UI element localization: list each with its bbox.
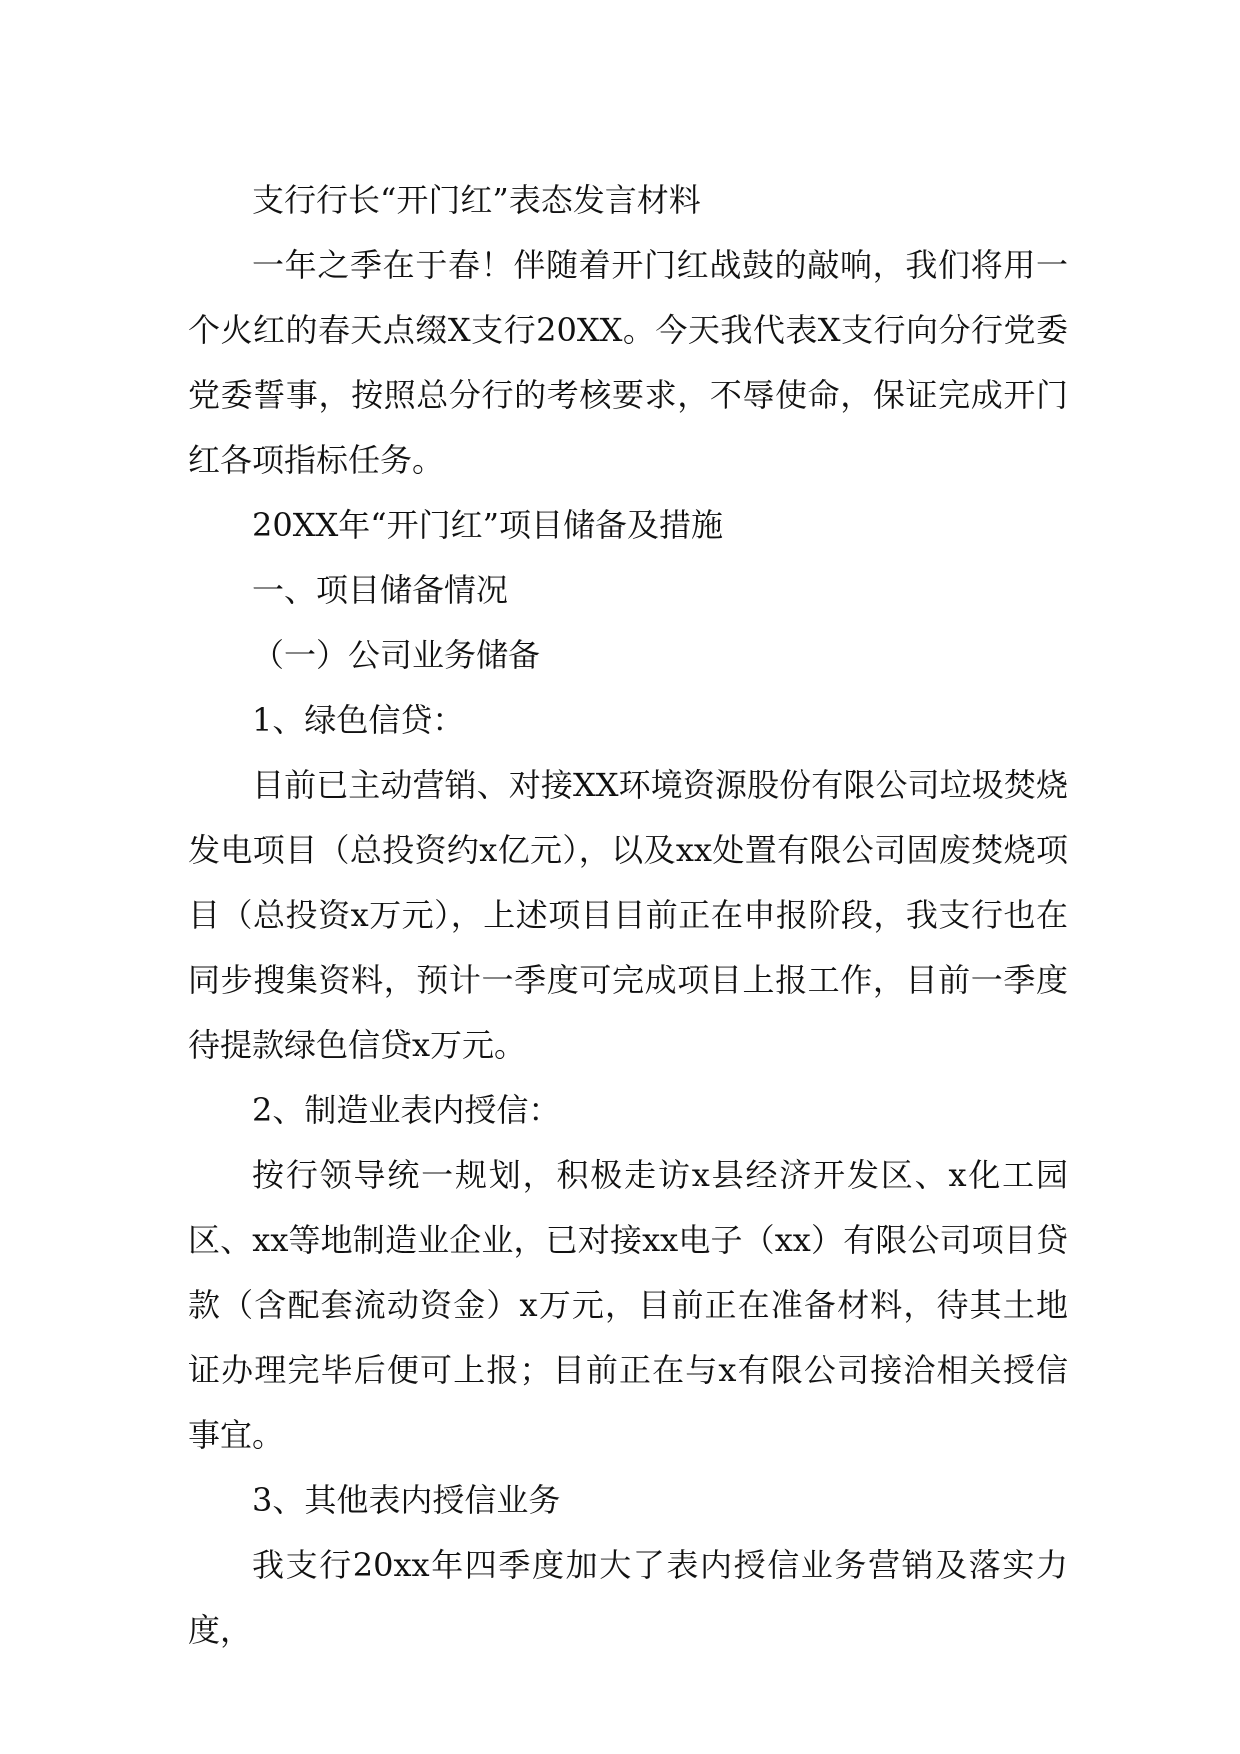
item-2-heading: 2、制造业表内授信： bbox=[252, 1091, 561, 1129]
document-body bbox=[188, 168, 1068, 1663]
intro-paragraph: 一年之季在于春！伴随着开门红战鼓的敲响，我们将用一个火红的春天点缀X支行20XX。今天我代表X支行向分行党委党委誓事，按照总分行的考核要求，不辱使命，保证完成开门红各项指标任务。 bbox=[188, 246, 1068, 479]
item-3-heading: 3、其他表内授信业务 bbox=[252, 1481, 561, 1519]
document-title: 支行行长“开门红”表态发言材料 bbox=[252, 181, 701, 219]
subtitle-heading: 20XX年“开门红”项目储备及措施 bbox=[252, 506, 724, 544]
subsection-heading: （一）公司业务储备 bbox=[252, 636, 541, 674]
item-3-paragraph: 我支行20xx年四季度加大了表内授信业务营销及落实力度， bbox=[188, 1546, 1068, 1649]
item-1-paragraph: 目前已主动营销、对接XX环境资源股份有限公司垃圾焚烧发电项目（总投资约x亿元），以及xx处置有限公司固废焚烧项目（总投资x万元），上述项目目前正在申报阶段，我支行也在同步搜集资料，预计一季度可完成项目上报工作，目前一季度待提款绿色信贷x万元。 bbox=[188, 766, 1068, 1064]
item-2-paragraph: 按行领导统一规划，积极走访x县经济开发区、x化工园区、xx等地制造业企业，已对接xx电子（xx）有限公司项目贷款（含配套流动资金）x万元，目前正在准备材料，待其土地证办理完毕后便可上报；目前正在与x有限公司接洽相关授信事宜。 bbox=[188, 1156, 1068, 1454]
item-1-heading: 1、绿色信贷： bbox=[252, 701, 465, 739]
section-heading: 一、项目储备情况 bbox=[252, 571, 509, 609]
